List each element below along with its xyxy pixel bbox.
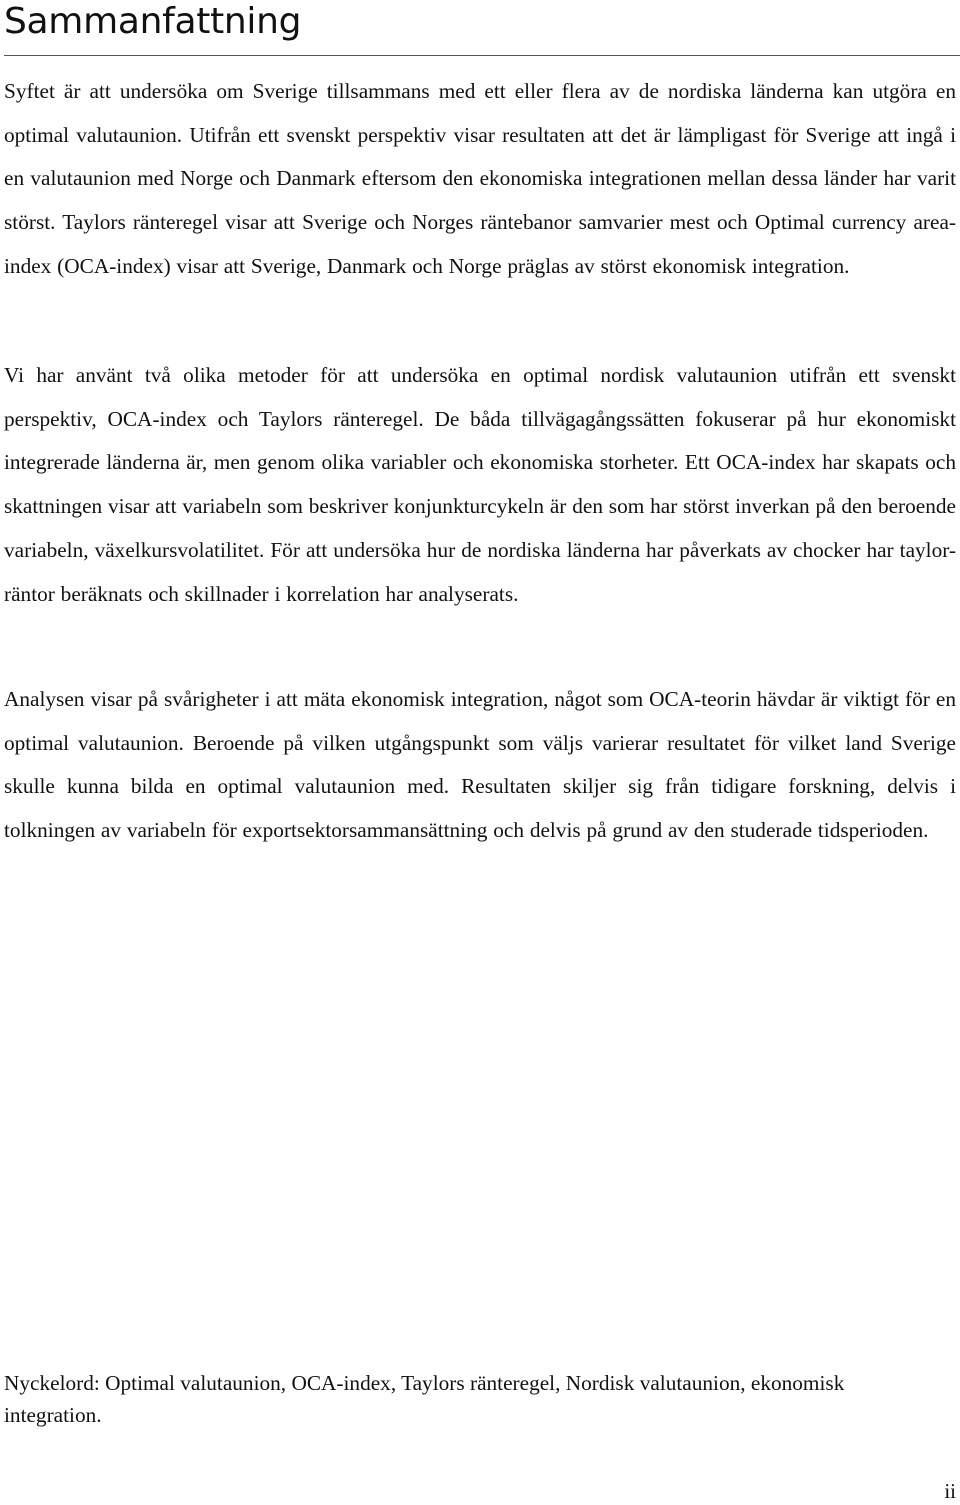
- heading-underline: [4, 55, 960, 56]
- summary-paragraph-3: Analysen visar på svårigheter i att mäta ekonomisk integration, något som OCA-teorin hävdar är viktigt för en optimal valutaunion. Beroende på vilken utgångspunkt som väljs varierar resultatet för vilket land Sverige skulle kunna bilda en optimal valutaunion med. Resultaten skiljer sig från tidigare forskning, delvis i tolkningen av variabeln för exportsektorsammansättning och delvis på grund av den studerade tidsperioden.: [4, 687, 956, 843]
- page-title: Sammanfattning: [4, 1, 302, 42]
- summary-paragraph-2: Vi har använt två olika metoder för att undersöka en optimal nordisk valutaunion utifrån ett svenskt perspektiv, OCA-index och Taylors ränteregel. De båda tillvägagångssätten fokuserar på hur ekonomiskt integrerade länderna är, men genom olika variabler och ekonomiska storheter. Ett OCA-index har skapats och skattningen visar att variabeln som beskriver konjunkturcykeln är den som har störst inverkan på den beroende variabeln, växelkursvolatilitet. För att undersöka hur de nordiska länderna har påverkats av chocker har taylor-räntor beräknats och skillnader i korrelation har analyserats.: [4, 363, 956, 606]
- keywords: Nyckelord: Optimal valutaunion, OCA-index, Taylors ränteregel, Nordisk valutaunion, ekonomisk integration.: [4, 1371, 845, 1427]
- summary-paragraph-1: Syftet är att undersöka om Sverige tillsammans med ett eller flera av de nordiska länderna kan utgöra en optimal valutaunion. Utifrån ett svenskt perspektiv visar resultaten att det är lämpligast för Sverige att ingå i en valutaunion med Norge och Danmark eftersom den ekonomiska integrationen mellan dessa länder har varit störst. Taylors ränteregel visar att Sverige och Norges räntebanor samvarier mest och Optimal currency area-index (OCA-index) visar att Sverige, Danmark och Norge präglas av störst ekonomisk integration.: [4, 79, 956, 278]
- page-number: ii: [944, 1479, 956, 1503]
